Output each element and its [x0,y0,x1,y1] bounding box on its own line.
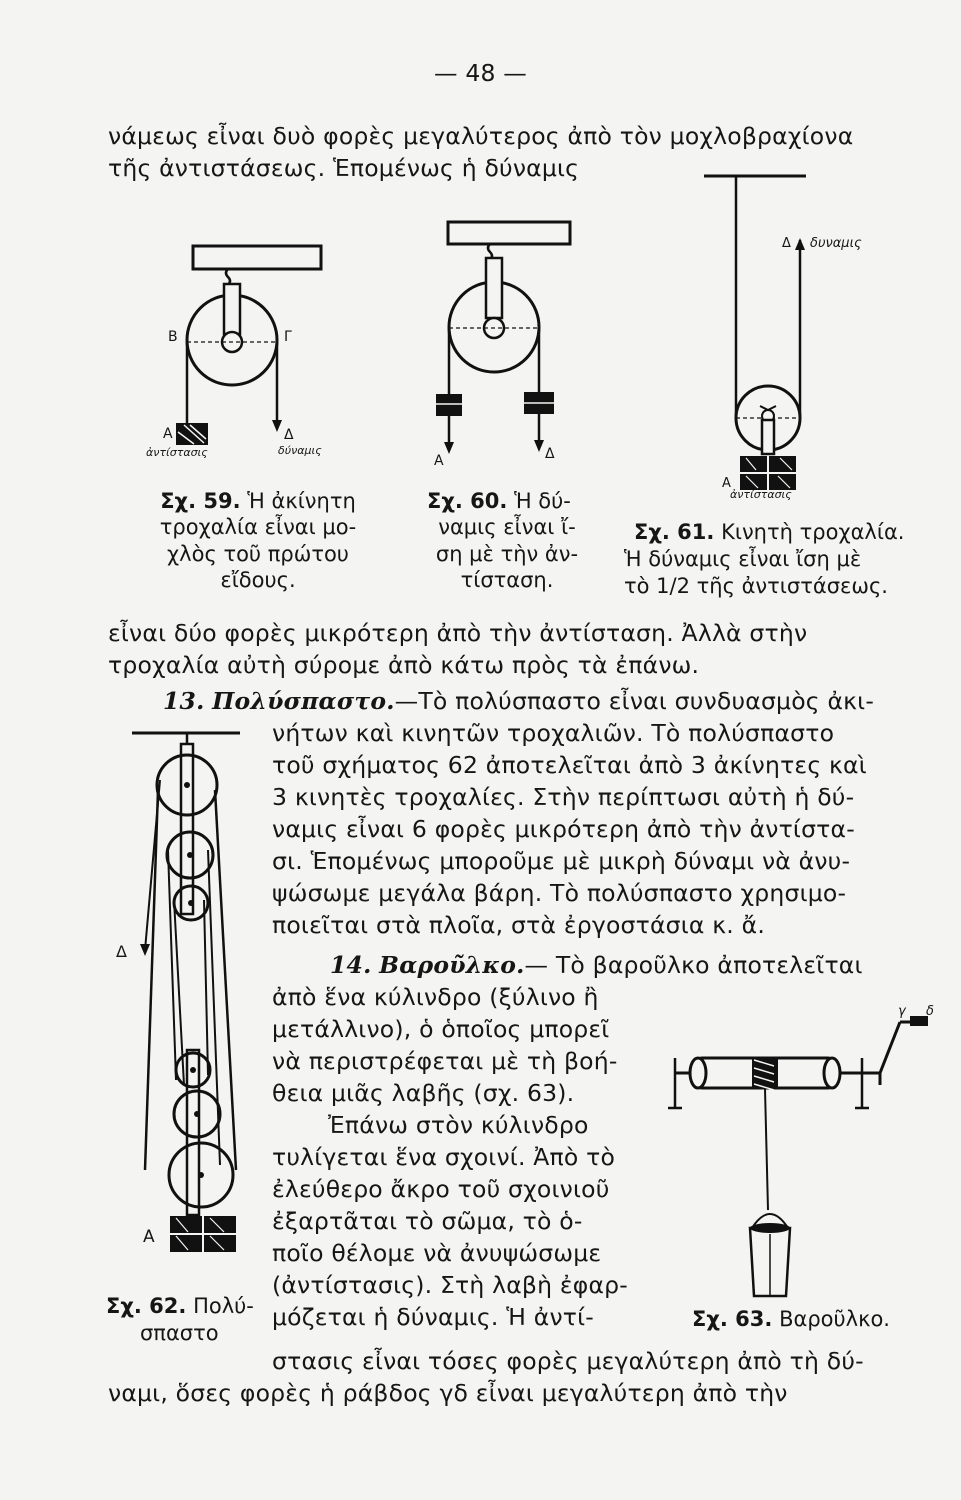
fig59-label-d: Δ [284,427,294,443]
fig60-label-d: Δ [545,446,555,462]
bottom-paragraph-line-2: ναμι, ὅσες φορὲς ἡ ράβδος γδ εἶναι μεγαλύτερη ἀπὸ τὴν [108,1379,788,1407]
fig61-label-a: A [722,476,731,491]
fig60-label-a: A [434,453,444,469]
section14-line-8: ἐλεύθερο ἄκρο τοῦ σχοινιοῦ [272,1175,610,1203]
top-paragraph-line-2: τῆς ἀντιστάσεως. Ἑπομένως ἡ δύναμις [108,154,580,182]
fig61-label-d: Δ [782,236,791,251]
fig60-caption-line-1: Σχ. 60. Ἡ δύ- [427,489,571,513]
fig61-caption-line-1: Σχ. 61. Κινητὴ τροχαλία. [634,520,905,544]
fig60-caption-line-4: τίσταση. [460,568,554,592]
section14-line-4: νὰ περιστρέφεται μὲ τὴ βοή- [272,1047,618,1075]
fig59-caption-line-1: Σχ. 59. Ἡ ἀκίνητη [160,489,356,513]
bottom-paragraph-line-1: στασις εἶναι τόσες φορὲς μεγαλύτερη ἀπὸ τὴ δύ- [272,1347,864,1375]
fig59-caption-line-4: εἴδους. [220,568,296,592]
fig61-caption-line-2: Ἡ δύναμις εἶναι ἴση μὲ [624,547,862,571]
middle-paragraph-line-2: τροχαλία αὐτὴ σύρομε ἀπὸ κάτω πρὸς τὰ ἐπάνω. [108,651,700,679]
section14-line-10: ποῖο θέλομε νὰ ἀνυψώσωμε [272,1239,602,1267]
section14-line-5: θεια μιᾶς λαβῆς (σχ. 63). [272,1079,575,1107]
fig61-label-dynamis: δυναμις [810,236,862,251]
fig60-caption-line-2: ναμις εἶναι ἴ- [438,515,576,539]
section14-line-7: τυλίγεται ἕνα σχοινί. Ἀπὸ τὸ [272,1143,616,1171]
section13-line-6: σι. Ἑπομένως μποροῦμε μὲ μικρὴ δύναμι νὰ ἀνυ- [272,847,851,875]
top-paragraph-line-1: νάμεως εἶναι δυὸ φορὲς μεγαλύτερος ἀπὸ τὸν μοχλοβραχίονα [108,122,854,150]
middle-paragraph-line-1: εἶναι δύο φορὲς μικρότερη ἀπὸ τὴν ἀντίσταση. Ἀλλὰ στὴν [108,619,808,647]
fig61-label-antistasis: ἀντίστασις [730,488,792,501]
fig63-label-gamma: γ [898,1004,906,1019]
section13-line-7: ψώσωμε μεγάλα βάρη. Τὸ πολύσπαστο χρησιμο- [272,879,847,907]
fig59-caption-line-3: χλὸς τοῦ πρώτου [167,542,349,566]
fig62-caption-line-2: σπαστο [140,1321,219,1345]
section13-line-1: 13. Πολύσπαστο.—Τὸ πολύσπαστο εἶναι συνδυασμὸς ἀκι- [163,687,875,715]
fig59-label-b: B [168,329,178,345]
section13-line-8: ποιεῖται στὰ πλοῖα, στὰ ἐργοστάσια κ. ἄ. [272,911,766,939]
fig59-label-a: A [163,426,173,442]
page-number: — 48 — [433,59,528,87]
section13-line-2: νήτων καὶ κινητῶν τροχαλιῶν. Τὸ πολύσπαστο [272,719,835,747]
fig62-label-d: Δ [116,942,127,961]
fig63-label-delta: δ [926,1004,934,1019]
fig61-caption-line-3: τὸ 1/2 τῆς ἀντιστάσεως. [624,574,888,598]
fig62-label-a: A [143,1227,155,1247]
section14-line-11: (ἀντίστασις). Στὴ λαβὴ ἐφαρ- [272,1271,628,1299]
section14-line-1: 14. Βαροῦλκο.— Τὸ βαροῦλκο ἀποτελεῖται [330,951,863,979]
section13-line-4: 3 κινητὲς τροχαλίες. Στὴν περίπτωσι αὐτὴ ἡ δύ- [272,783,855,811]
fig59-label-dynamis: δύναμις [278,444,322,457]
section13-line-5: ναμις εἶναι 6 φορὲς μικρότερη ἀπὸ τὴν ἀντίστα- [272,815,855,843]
fig59-caption-line-2: τροχαλία εἶναι μο- [159,515,357,539]
section14-line-9: ἐξαρτᾶται τὸ σῶμα, τὸ ὁ- [272,1207,583,1235]
fig62-caption-line-1: Σχ. 62. Πολύ- [106,1294,254,1318]
section14-line-6: Ἐπάνω στὸν κύλινδρο [328,1111,589,1139]
section14-line-12: μόζεται ἡ δύναμις. Ἡ ἀντί- [272,1303,594,1331]
fig59-label-g: Γ [284,329,292,345]
section13-line-3: τοῦ σχήματος 62 ἀποτελεῖται ἀπὸ 3 ἀκίνητες καὶ [272,751,867,779]
section14-line-3: μετάλλινο), ὁ ὁποῖος μπορεῖ [272,1015,610,1043]
fig59-label-antistasis: ἀντίστασις [146,446,208,459]
fig63-caption: Σχ. 63. Βαροῦλκο. [692,1307,890,1331]
fig60-caption-line-3: ση μὲ τὴν ἀν- [435,542,579,566]
section14-line-2: ἀπὸ ἕνα κύλινδρο (ξύλινο ἢ [272,983,599,1011]
